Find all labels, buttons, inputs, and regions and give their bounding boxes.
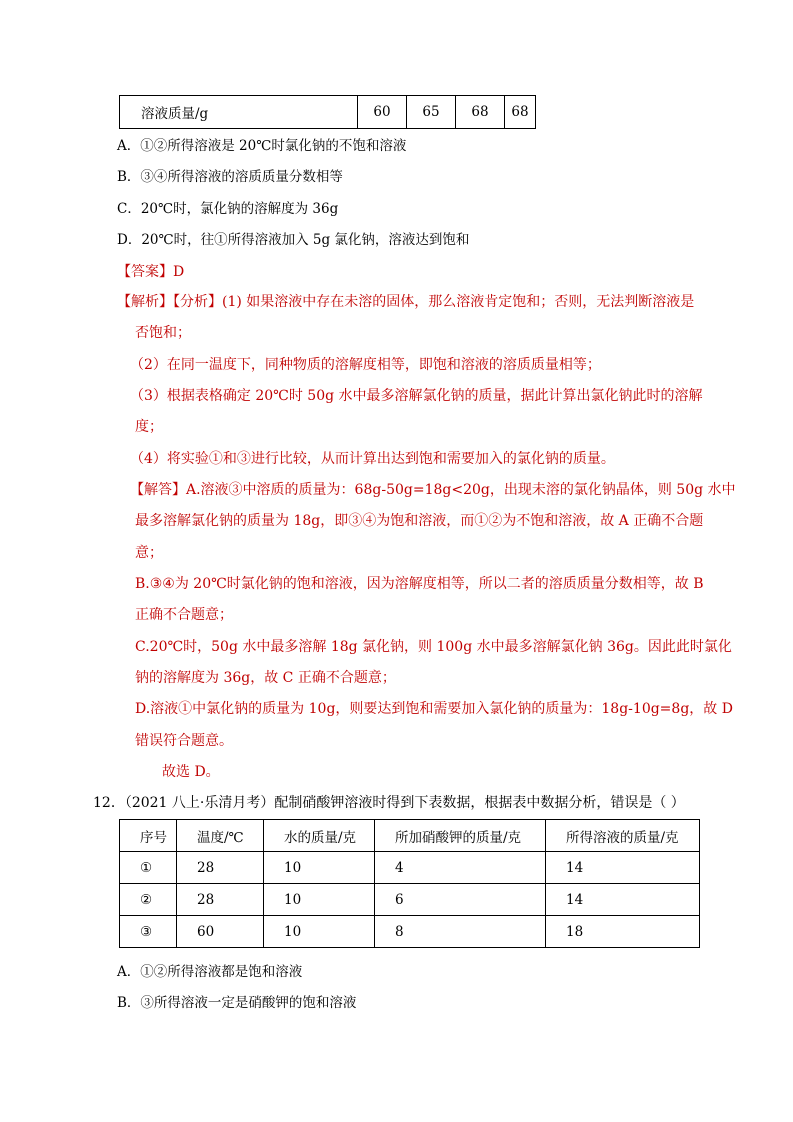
analysis-line: 正确不合题意； [135, 607, 233, 623]
option-a: A．①②所得溶液都是饱和溶液 [117, 964, 303, 980]
analysis-line: B.③④为 20℃时氯化钠的饱和溶液，因为溶解度相等，所以二者的溶质质量分数相等，故 B [135, 576, 704, 592]
option-c: C．20℃时，氯化钠的溶解度为 36g [117, 201, 339, 217]
table-cell: ② [120, 884, 177, 916]
table-cell: 18 [546, 916, 700, 948]
table-row [120, 96, 536, 129]
table-cell: 28 [177, 884, 264, 916]
table-cell: 68 [505, 96, 536, 129]
option-b: B．③所得溶液一定是硝酸钾的饱和溶液 [117, 995, 357, 1011]
analysis-line: （3）根据表格确定 20℃时 50g 水中最多溶解氯化钠的质量，据此计算出氯化钠此时的溶解 [130, 388, 703, 404]
analysis-line: 【解析】【分析】(1) 如果溶液中存在未溶的固体，那么溶液肯定饱和；否则，无法判断溶液是 [117, 294, 695, 310]
table-row [120, 884, 700, 916]
row-label: 溶液质量/g [120, 96, 358, 129]
table-cell: 6 [375, 884, 546, 916]
table-cell: 10 [264, 852, 375, 884]
table-cell: 4 [375, 852, 546, 884]
analysis-line: 最多溶解氯化钠的质量为 18g，即③④为饱和溶液，而①②为不饱和溶液，故 A 正确不合题 [135, 513, 704, 529]
table-cell: ① [120, 852, 177, 884]
table-cell: 60 [177, 916, 264, 948]
table-cell: 68 [456, 96, 505, 129]
answer-line: 【答案】D [117, 264, 185, 280]
table-row [120, 916, 700, 948]
table-header-row [120, 820, 700, 852]
table-cell: 10 [264, 884, 375, 916]
option-a: A．①②所得溶液是 20℃时氯化钠的不饱和溶液 [117, 138, 407, 154]
option-d: D．20℃时，往①所得溶液加入 5g 氯化钠，溶液达到饱和 [117, 232, 470, 248]
table-cell: 60 [358, 96, 407, 129]
question-12-stem: 12．（2021 八上·乐清月考）配制硝酸钾溶液时得到下表数据，根据表中数据分析，错误是（ ） [93, 795, 685, 811]
table-row [120, 852, 700, 884]
table-cell: 28 [177, 852, 264, 884]
column-header: 水的质量/克 [264, 820, 375, 852]
analysis-line: 否饱和； [135, 325, 191, 341]
top-solution-table [119, 95, 536, 129]
column-header: 温度/℃ [177, 820, 264, 852]
table-cell: 65 [407, 96, 456, 129]
table-cell: 14 [546, 852, 700, 884]
option-b: B．③④所得溶液的溶质质量分数相等 [117, 169, 343, 185]
potassium-nitrate-table [119, 819, 700, 948]
column-header: 所加硝酸钾的质量/克 [375, 820, 546, 852]
analysis-line: D.溶液①中氯化钠的质量为 10g，则要达到饱和需要加入氯化钠的质量为：18g-10g=8g，故 D [135, 701, 733, 717]
table-cell: ③ [120, 916, 177, 948]
analysis-line: （4）将实验①和③进行比较，从而计算出达到饱和需要加入的氯化钠的质量。 [130, 451, 615, 467]
analysis-line: 意； [135, 545, 163, 561]
column-header: 序号 [120, 820, 177, 852]
analysis-line: 【解答】A.溶液③中溶质的质量为：68g-50g=18g<20g，出现未溶的氯化钠晶体，则 50g 水中 [130, 482, 736, 498]
analysis-line: 故选 D。 [162, 764, 220, 780]
analysis-line: 度； [135, 419, 163, 435]
table-cell: 8 [375, 916, 546, 948]
analysis-line: 钠的溶解度为 36g，故 C 正确不合题意； [135, 670, 396, 686]
analysis-line: 错误符合题意。 [135, 733, 233, 749]
table-cell: 14 [546, 884, 700, 916]
column-header: 所得溶液的质量/克 [546, 820, 700, 852]
analysis-line: C.20℃时，50g 水中最多溶解 18g 氯化钠，则 100g 水中最多溶解氯化钠 36g。因此此时氯化 [135, 639, 732, 655]
table-cell: 10 [264, 916, 375, 948]
analysis-line: （2）在同一温度下，同种物质的溶解度相等，即饱和溶液的溶质质量相等； [130, 357, 601, 373]
